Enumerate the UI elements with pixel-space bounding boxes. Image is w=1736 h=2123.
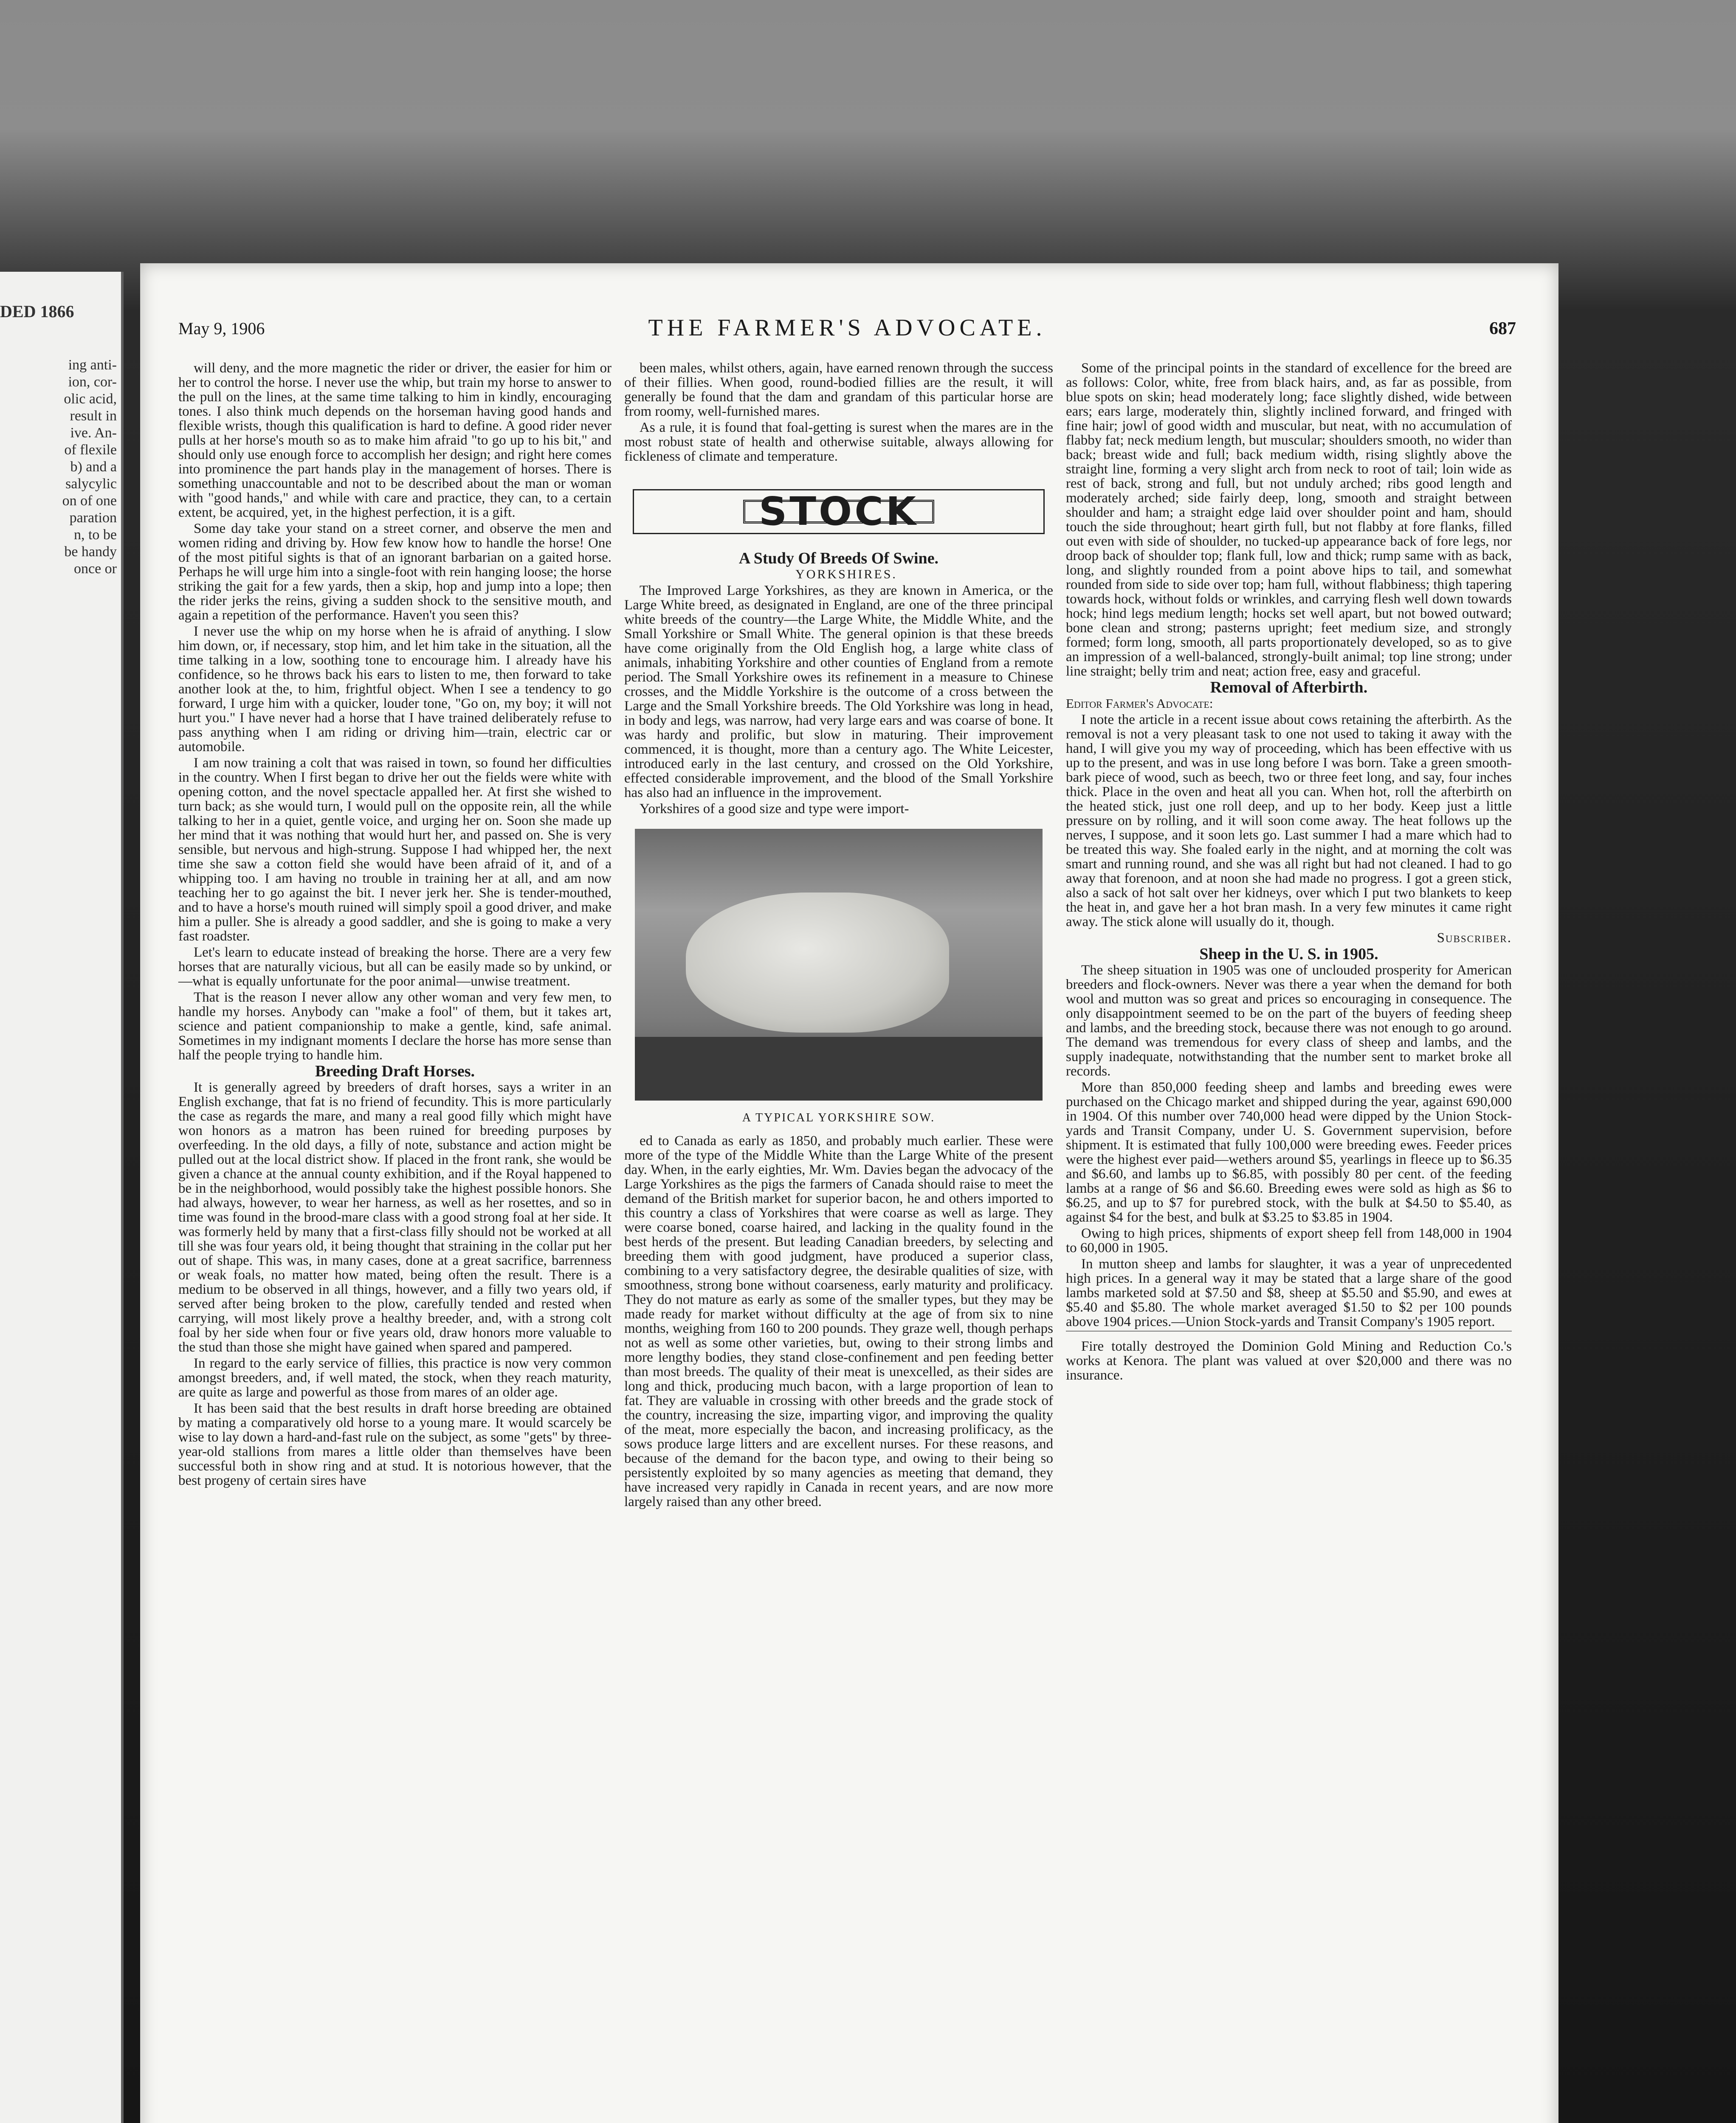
left-page-line: ive. An-	[70, 425, 117, 441]
column-1	[178, 361, 612, 1489]
paragraph: In mutton sheep and lambs for slaughter, it was a year of unprecedented high prices. In a general way it may be stated that a large share of the good lambs marketed sold at $7.50 and $8, sheep at $5.50 and $5.90, and ewes at $5.40 and $5.80. The whole market averaged $1.50 to $2 per 100 pounds above 1904 prices.—Union Stock-yards and Transit Company's 1905 report.	[1066, 1256, 1512, 1329]
page-number: 687	[1489, 319, 1516, 338]
paragraph: The sheep situation in 1905 was one of unclouded prosperity for American breeders and flock-owners. Never was there a year when the demand for both wool and mutton was so great and prices so encouraging in consequence. The only disappointment seemed to be on the part of the buyers of feeding sheep and lambs, and the breeding stock, because there was not enough to go around. The demand was tremendous for every class of sheep and lambs, and the supply inadequate, notwithstanding that the number sent to market broke all records.	[1066, 963, 1512, 1079]
afterbirth-heading: Removal of Afterbirth.	[1210, 679, 1368, 696]
yorkshire-sow-photo	[635, 829, 1043, 1101]
left-page-line: on of one	[62, 493, 117, 509]
left-page-line: once or	[73, 561, 117, 577]
sheep-heading: Sheep in the U. S. in 1905.	[1199, 945, 1378, 963]
horse-training-article	[178, 361, 612, 1062]
left-page-line: of flexile	[64, 442, 117, 458]
column-3	[1066, 361, 1512, 1384]
left-page-line: paration	[69, 510, 117, 526]
paragraph: been males, whilst others, again, have earned renown through the success of their fillies. When good, round-bodied fillies are the result, it will generally be found that the dam and grandam of this particular horse are from roomy, well-furnished mares.	[624, 360, 1053, 419]
swine-article-subheading: YORKSHIRES.	[795, 567, 897, 581]
editor-salutation: Editor Farmer's Advocate:	[1066, 696, 1213, 711]
photo-ground	[635, 1037, 1043, 1101]
left-page-line: b) and a	[70, 459, 117, 475]
paragraph: The Improved Large Yorkshires, as they are known in America, or the Large White breed, as designated in England, are one of the three principal white breeds of the country—the Large White, the Middle White, and the Small Yorkshire or Small White. The general opinion is that these breeds have come originally from the Old English hog, a large white class of animals, inhabiting Yorkshire and other counties of England from a remote period. The Small Yorkshire owes its refinement in a measure to Chinese crosses, and the Middle Yorkshire is the outcome of a cross between the Large and the Small Yorkshire breeds. The Old Yorkshire was long in head, in body and legs, was narrow, had very large ears and was coarse of bone. It was hardy and prolific, but slow in maturing. Their improvement commenced, it is thought, more than a century ago. The White Leicester, introduced early in the last century, and crossed on the Old Yorkshire, effected considerable improvement, and the blood of the Small Yorkshire has also had an influence in the improvement.	[624, 583, 1053, 800]
left-page-line: n, to be	[73, 527, 117, 543]
paragraph: As a rule, it is found that foal-getting is surest when the mares are in the most robust state of health and otherwise suitable, always allowing for fickleness of climate and temperature.	[624, 420, 1053, 464]
left-page-line: be handy	[64, 544, 117, 560]
breeding-draft-horses-heading: Breeding Draft Horses.	[315, 1062, 475, 1080]
paragraph: I am now training a colt that was raised in town, so found her difficulties in the country. When I first began to drive her out the fields were white with opening cotton, and the novel spectacle appalled her. At first she wished to turn back; as she would turn, I would pull on the opposite rein, all the while talking to her in a quiet, gentle voice, and urging her on. Soon she made up her mind that it was nothing that would hurt her, and passed on. She is very sensible, but nervous and high-strung. Suppose I had whipped her, the next time she saw a cotton field she would have been afraid of it, and of a whipping too. I am having no trouble in training her at all, and am now teaching her to go against the bit. I never jerk her. She is tender-mouthed, and to have a horse's mouth ruined will simply spoil a good driver, and make him a puller. She is already a good saddler, and she is going to make a very fast roadster.	[178, 755, 612, 944]
paragraph: Yorkshires of a good size and type were import-	[640, 801, 909, 817]
issue-date: May 9, 1906	[178, 319, 265, 338]
paragraph: More than 850,000 feeding sheep and lambs and breeding ewes were purchased on the Chicago market and shipped during the year, against 690,000 in 1904. Of this number over 740,000 head were dipped by the Union Stock-yards and Transit Company, under U. S. Government supervision, before shipment. It is estimated that fully 100,000 were breeding ewes. Feeder prices were the highest ever paid—wethers around $5, yearlings in fleece up to $6.35 and $6.60, and lambs up to $6.85, with possibly 80 per cent. of the feeding lambs at a range of $6 and $6.60. Breeding ewes were sold as high as $6 to $6.25, and up to $7 for purebred stock, with the bulk at $4.50 to $5.40, as against $4 for the best, and bulk at $3.25 to $3.85 in 1904.	[1066, 1080, 1512, 1225]
letter-signature: Subscriber.	[1437, 930, 1512, 946]
photo-caption: A TYPICAL YORKSHIRE SOW.	[742, 1111, 936, 1124]
stock-banner-label: STOCK	[743, 500, 934, 524]
paragraph: I never use the whip on my horse when he is afraid of anything. I slow him down, or, if necessary, stop him, and let him take in the situation, all the time talking in a low, soothing tone to encourage him. I already have his confidence, so he throws back his ears to listen to me, then forward to take another look at the, to him, frightful object. When I see a tendency to go forward, I urge him with a quicker, louder tone, "Go on, my boy; it will not hurt you." I have never had a horse that I have trained deliberately refuse to pass anything when I am riding or driving him—train, electric car or automobile.	[178, 624, 612, 755]
masthead-title: THE FARMER'S ADVOCATE.	[648, 315, 1046, 341]
sow-figure	[686, 893, 949, 1033]
paragraph: ed to Canada as early as 1850, and probably much earlier. These were more of the type of the Middle White than the Large White of the present day. When, in the early eighties, Mr. Wm. Davies began the advocacy of the Large Yorkshires as the pigs the farmers of Canada should raise to meet the demand of the British market for superior bacon, he and others imported to this country a class of Yorkshires that were coarse as well as large. They were coarse boned, coarse haired, and lacking in the quality found in the best herds of the present. But leading Canadian breeders, by selecting and breeding them with good judgment, have produced a superior class, combining to a very satisfactory degree, the desirable qualities of size, with smoothness, strong bone without coarseness, early maturity and prolificacy. They do not mature as early as some of the smaller types, but they may be made ready for market without difficulty at the age of from six to nine months, weighing from 160 to 200 pounds. They graze well, though perhaps not as well as some other varieties, but, owing to their strong limbs and more lengthy bodies, they stand close-confinement and pen feeding better than most breeds. The quality of their meat is unexcelled, as their sides are long and thick, producing much bacon, with a large proportion of lean to fat. They are valuable in crossing with other breeds and the grade stock of the country, increasing the size, imparting vigor, and improving the quality of the meat, more especially the bacon, and increasing prolificacy, as the sows produce large litters and are excellent nurses. For these reasons, and because of the demand for the bacon type, and owing to their being so persistently exploited by so many agencies as meeting that demand, they have increased very rapidly in Canada in recent years, and are now more largely raised than any other breed.	[624, 1133, 1053, 1509]
left-page-line: ion, cor-	[68, 374, 117, 390]
left-page-edge	[0, 272, 124, 2123]
paragraph: Let's learn to educate instead of breaking the horse. There are a very few horses that are naturally vicious, but all can be easily made so by unkind, or—what is equally unfortunate for the poor animal—unwise treatment.	[178, 945, 612, 989]
paragraph: It has been said that the best results in draft horse breeding are obtained by mating a comparatively old horse to a young mare. It would scarcely be wise to lay down a hard-and-fast rule on the subject, as some "gets" by three-year-old stallions from mares a little older than themselves have been successful both in show ring and at stud. It is notorious however, that the best progeny of certain sires have	[178, 1401, 612, 1488]
paragraph: will deny, and the more magnetic the rider or driver, the easier for him or her to control the horse. I never use the whip, but train my horse to answer to the pull on the lines, at the same time talking to him in kindly, encouraging tones. I also think much depends on the horseman having good hands and flexible wrists, though this qualification is hard to define. A good rider never pulls at her horse's mouth so as to make him afraid "to go up to his bit," and should only use enough force to accomplish her design; and right here comes into prominence the part hands play in the management of horses. There is something unaccountable and not to be described about the man or woman with "good hands," and while with care and practice, they can, to a certain extent, be acquired, yet, in the highest perfection, it is a gift.	[178, 360, 612, 520]
left-page-line: ing anti-	[68, 357, 117, 373]
paragraph: Some of the principal points in the standard of excellence for the breed are as follows: Color, white, free from black hairs, and, as far as possible, from blue spots on skin; head moderately long; face slightly dished, wide between ears; ears large, moderately thin, slightly inclined forward, and fringed with fine hair; jowl of good width and muscular, but neat, with no accumulation of flabby fat; neck medium length, but muscular; shoulders smooth, no wider than back; breast wide and full; back medium width, rising slightly above the straight line, forming a very slight arch from neck to root of tail; loin wide as rest of back, strong and full, but not unduly arched; ribs good length and moderately arched; side fairly deep, long, smooth and straight between shoulder and ham; a straight edge laid over shoulder point and ham, should touch the side throughout; heart girth full, but not flabby at fore flanks, filled out even with side of shoulder, no tucked-up appearance back of fore legs, nor droop back of shoulder top; flank full, low and thick; rump same with as back, long, and slightly rounded from a point above hips to tail, and somewhat rounded from side to side over top; ham full, without flabbiness; thigh tapering towards hock, without folds or wrinkles, and carrying flesh well down towards hock; hind legs medium length; hocks set well apart, but not bowed outward; bone clean and strong; pasterns upright; feet medium size, and strongly formed; form long, smooth, all parts proportionately developed, so as to give an impression of a well-balanced, strongly-built animal; top line strong; under line straight; belly trim and neat; action free, easy and graceful.	[1066, 360, 1512, 679]
column-2	[624, 361, 1053, 1511]
paragraph: Owing to high prices, shipments of export sheep fell from 148,000 in 1904 to 60,000 in 1905.	[1066, 1226, 1512, 1256]
paragraph: It is generally agreed by breeders of draft horses, says a writer in an English exchange, that fat is no friend of fecundity. This is more particularly the case as regards the mare, and many a real good filly which might have won honors as a matron has been ruined for breeding purposes by overfeeding. In the old days, a filly of note, substance and action might be pulled out at the local district show. If placed in the front rank, she would be given a chance at the annual county exhibition, and if the Royal happened to be in the neighborhood, would possibly take the highest possible honors. She had always, however, to wear her harness, as well as her rosettes, and so in time was found in the brood-mare class with a good strong foal at her side. It was formerly held by many that a first-class filly should not be worked at all till she was four years old, it being thought that straining in the collar put her out of shape. This was, in many cases, done at a great sacrifice, barrenness or weak foals, no matter how mated, being often the result. There is a medium to be observed in all things, however, and a filly two years old, if served after being broken to the plow, carefully tended and rested when carrying, will most likely prove a healthy breeder, and, with a strong colt foal by her side when four or five years old, draw honors more valuable to the stud than those she might have gained when spared and pampered.	[178, 1080, 612, 1355]
left-page-line: salycylic	[65, 476, 117, 492]
left-page-line: result in	[70, 408, 117, 424]
paragraph: In regard to the early service of fillies, this practice is now very common amongst breeders, and, if well mated, the stock, when they reach maturity, are quite as large and powerful as those from mares of an older age.	[178, 1356, 612, 1400]
page-header	[178, 314, 1516, 344]
stock-section-banner	[633, 489, 1045, 534]
newspaper-page	[140, 263, 1558, 2123]
paragraph: I note the article in a recent issue about cows retaining the afterbirth. As the removal is not a very pleasant task to one not used to taking it away with the hand, I will give you my way of proceeding, which has been effective with us up to the present, and was in use long before I was born. Take a green smooth-bark piece of wood, such as beech, two or three feet long, and say, four inches thick. Place in the oven and heat all you can. When hot, roll the afterbirth on the heated stick, just one roll deep, and up to her body. Keep just a little pressure on by rolling, and it will soon come away. The heat follows up the nerves, I suppose, and it soon lets go. Last summer I had a mare which had to be treated this way. She foaled early in the night, and at morning the colt was smart and running round, and she was all right but had not cleaned. I had to go away that forenoon, and at noon she had made no progress. I got a green stick, also a sack of hot salt over her kidneys, over which I put two blankets to keep the heat in, and gave her a hot bran mash. In a very few minutes it came right away. The stick alone will usually do it, though.	[1066, 712, 1512, 929]
left-page-header: DED 1866	[0, 302, 74, 321]
fire-notice: Fire totally destroyed the Dominion Gold Mining and Reduction Co.'s works at Kenora. The plant was valued at over $20,000 and there was no insurance.	[1066, 1331, 1512, 1382]
left-page-line: olic acid,	[64, 391, 117, 407]
breeding-draft-horses-article	[178, 1080, 612, 1488]
swine-article-heading: A Study Of Breeds Of Swine.	[738, 549, 939, 567]
paragraph: That is the reason I never allow any other woman and very few men, to handle my horses. Anybody can "make a fool" of them, but it takes art, science and patient companionship to make a gentle, kind, safe animal. Sometimes in my indignant moments I declare the horse has more sense than half the people trying to handle him.	[178, 990, 612, 1063]
paragraph: Some day take your stand on a street corner, and observe the men and women riding and driving by. How few know how to handle the horse! One of the most pitiful sights is that of an ignorant barbarian on a gaited horse. Perhaps he will urge him into a single-foot with rein hanging loose; the horse striking the gait for a few yards, then a skip, hop and jump into a lope; then the rider jerks the reins, giving a sudden shock to the sensitive mouth, and again a repetition of the performance. Haven't you seen this?	[178, 521, 612, 623]
